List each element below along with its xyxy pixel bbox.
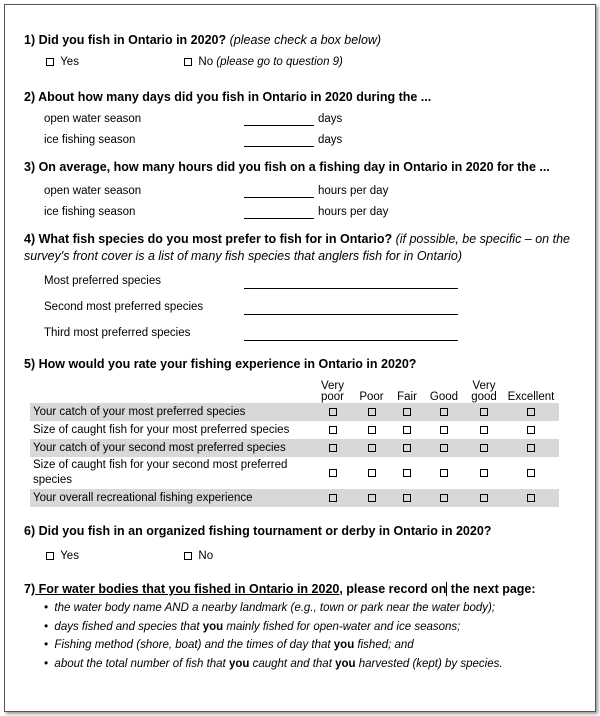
checkbox[interactable] bbox=[329, 444, 337, 452]
table-row bbox=[30, 439, 559, 457]
checkbox[interactable] bbox=[403, 494, 411, 502]
q4-row-most: Most preferred species bbox=[44, 275, 161, 287]
question-6: 6) Did you fish in an organized fishing tournament or derby in Ontario in 2020? bbox=[24, 524, 492, 538]
checkbox[interactable] bbox=[368, 408, 376, 416]
checkbox[interactable] bbox=[480, 469, 488, 477]
row-label: Your catch of your most preferred species bbox=[33, 406, 246, 418]
checkbox[interactable] bbox=[403, 469, 411, 477]
checkbox[interactable] bbox=[480, 426, 488, 434]
q4-third-blank[interactable] bbox=[244, 340, 458, 341]
checkbox[interactable] bbox=[440, 469, 448, 477]
q7-bullet-list bbox=[44, 599, 503, 673]
checkbox[interactable] bbox=[368, 444, 376, 452]
col-poor: Poor bbox=[359, 391, 384, 403]
row-label: Your catch of your second most preferred species bbox=[33, 442, 286, 454]
q4-most-blank[interactable] bbox=[244, 288, 458, 289]
checkbox[interactable] bbox=[368, 469, 376, 477]
q1-option-no[interactable]: No (please go to question 9) bbox=[184, 56, 343, 68]
checkbox[interactable] bbox=[440, 444, 448, 452]
q6-option-no[interactable]: No bbox=[184, 550, 213, 562]
q1-option-yes[interactable]: Yes bbox=[46, 56, 79, 68]
col-good: Good bbox=[429, 391, 459, 403]
checkbox[interactable] bbox=[329, 408, 337, 416]
col-fair: Fair bbox=[397, 391, 417, 403]
checkbox[interactable] bbox=[184, 552, 192, 560]
q3-row-ice: ice fishing season bbox=[44, 206, 136, 218]
checkbox[interactable] bbox=[184, 58, 192, 66]
checkbox[interactable] bbox=[403, 426, 411, 434]
row-label: Size of caught fish for your most preferred species bbox=[33, 424, 290, 436]
col-very-good: Very good bbox=[471, 380, 497, 403]
row-label: Size of caught fish for your second most preferred species bbox=[33, 459, 288, 486]
table-row bbox=[30, 403, 559, 421]
col-excellent: Excellent bbox=[507, 391, 555, 403]
checkbox[interactable] bbox=[440, 408, 448, 416]
q3-unit: hours per day bbox=[318, 185, 389, 197]
q3-unit: hours per day bbox=[318, 206, 389, 218]
q3-ice-blank[interactable] bbox=[244, 218, 314, 219]
table-row bbox=[30, 457, 559, 489]
checkbox[interactable] bbox=[403, 444, 411, 452]
col-very-poor: Very poor bbox=[320, 380, 345, 403]
checkbox[interactable] bbox=[527, 494, 535, 502]
q2-row-open-water: open water season bbox=[44, 113, 142, 125]
checkbox[interactable] bbox=[329, 426, 337, 434]
table-row bbox=[30, 489, 559, 507]
q6-option-yes[interactable]: Yes bbox=[46, 550, 79, 562]
question-1: 1) Did you fish in Ontario in 2020? (please check a box below) bbox=[24, 33, 382, 47]
list-item: • about the total number of fish that you caught and that you harvested (kept) by species. bbox=[44, 657, 503, 670]
table-row bbox=[30, 421, 559, 439]
question-5: 5) How would you rate your fishing experience in Ontario in 2020? bbox=[24, 357, 417, 371]
checkbox[interactable] bbox=[480, 408, 488, 416]
q3-open-water-blank[interactable] bbox=[244, 197, 314, 198]
q2-row-ice: ice fishing season bbox=[44, 134, 136, 146]
q4-second-blank[interactable] bbox=[244, 314, 458, 315]
checkbox[interactable] bbox=[46, 58, 54, 66]
question-7: 7) For water bodies that you fished in Ontario in 2020, please record on the next page: bbox=[24, 582, 536, 596]
checkbox[interactable] bbox=[46, 552, 54, 560]
list-item: • the water body name AND a nearby landmark (e.g., town or park near the water body); bbox=[44, 602, 496, 614]
checkbox[interactable] bbox=[527, 444, 535, 452]
list-item: • days fished and species that you mainly fished for open-water and ice seasons; bbox=[44, 620, 461, 633]
checkbox[interactable] bbox=[480, 444, 488, 452]
checkbox[interactable] bbox=[440, 426, 448, 434]
list-item: • Fishing method (shore, boat) and the times of day that you fished; and bbox=[44, 639, 414, 652]
q2-unit: days bbox=[318, 113, 343, 125]
checkbox[interactable] bbox=[368, 426, 376, 434]
q2-ice-blank[interactable] bbox=[244, 146, 314, 147]
checkbox[interactable] bbox=[527, 469, 535, 477]
checkbox[interactable] bbox=[329, 469, 337, 477]
question-2: 2) About how many days did you fish in Ontario in 2020 during the ... bbox=[24, 90, 432, 104]
question-4: 4) What fish species do you most prefer to fish for in Ontario? (if possible, be specific – on the bbox=[24, 232, 570, 246]
q4-row-third: Third most preferred species bbox=[44, 327, 191, 339]
row-label: Your overall recreational fishing experience bbox=[33, 492, 253, 504]
q2-unit: days bbox=[318, 134, 343, 146]
checkbox[interactable] bbox=[527, 408, 535, 416]
checkbox[interactable] bbox=[480, 494, 488, 502]
q4-row-second: Second most preferred species bbox=[44, 301, 204, 313]
rating-table bbox=[30, 373, 559, 507]
checkbox[interactable] bbox=[527, 426, 535, 434]
checkbox[interactable] bbox=[403, 408, 411, 416]
checkbox[interactable] bbox=[368, 494, 376, 502]
checkbox[interactable] bbox=[329, 494, 337, 502]
q3-row-open-water: open water season bbox=[44, 185, 142, 197]
question-4-note: survey's front cover is a list of many fish species that anglers fish for in Ontario) bbox=[24, 249, 462, 263]
checkbox[interactable] bbox=[440, 494, 448, 502]
q2-open-water-blank[interactable] bbox=[244, 125, 314, 126]
question-3: 3) On average, how many hours did you fish on a fishing day in Ontario in 2020 for the ... bbox=[24, 160, 550, 174]
